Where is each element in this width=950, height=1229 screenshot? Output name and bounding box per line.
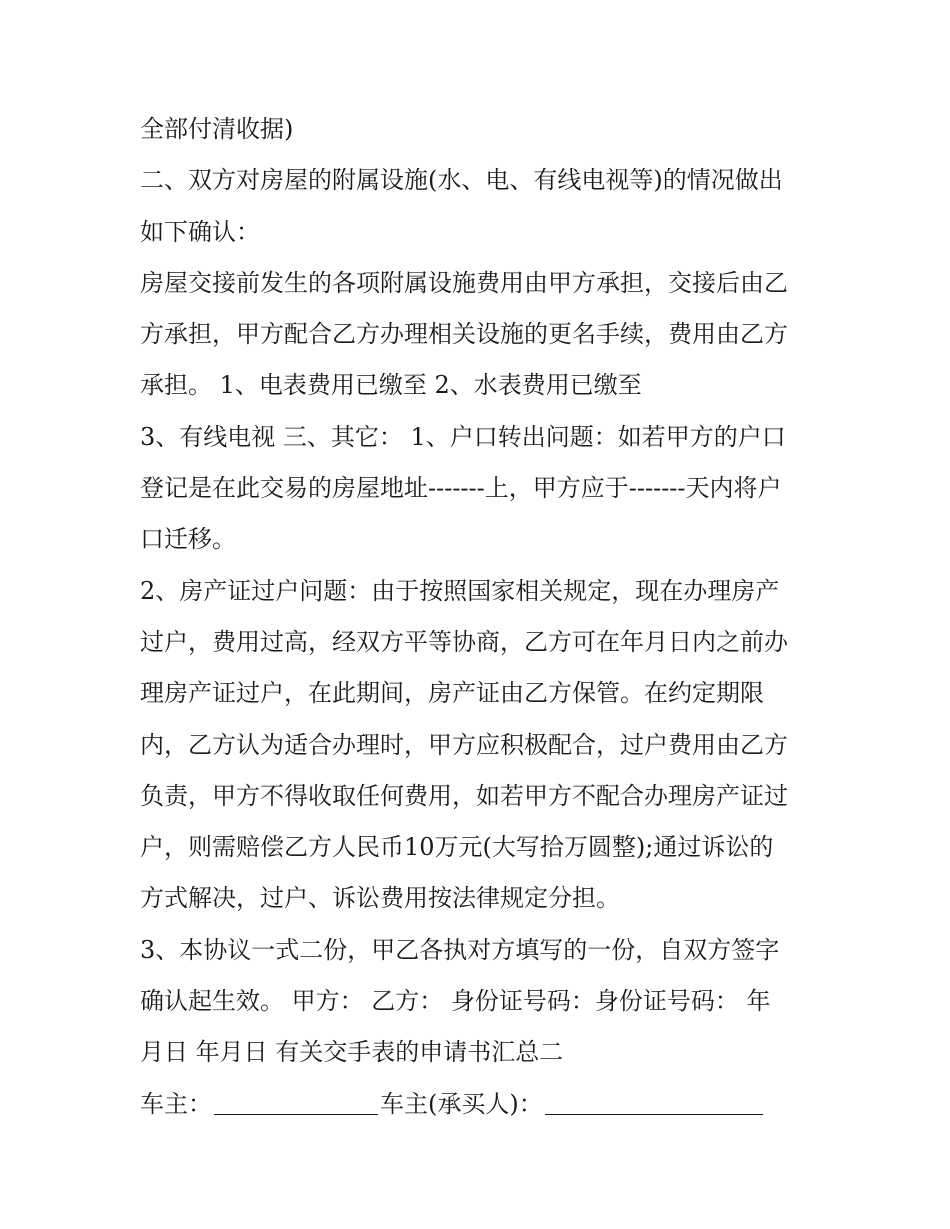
text-line: 户，则需赔偿乙方人民币10万元(大写拾万圆整);通过诉讼的 (140, 833, 774, 862)
text-line: 承担。 1、电表费用已缴至 2、水表费用已缴至 (140, 371, 642, 400)
buyer-blank[interactable] (545, 1113, 763, 1115)
text-line: 二、双方对房屋的附属设施(水、电、有线电视等)的情况做出 (140, 166, 783, 195)
text-line: 2、房产证过户问题：由于按照国家相关规定，现在办理房产 (140, 576, 780, 605)
text-line: 方承担，甲方配合乙方办理相关设施的更名手续，费用由乙方 (140, 320, 788, 349)
text-line: 房屋交接前发生的各项附属设施费用由甲方承担，交接后由乙 (140, 268, 788, 297)
text-line: 全部付清收据) (140, 115, 294, 143)
owner-label: 车主： (140, 1089, 212, 1118)
signature-line (140, 1079, 820, 1130)
text-line: 如下确认： (140, 217, 260, 246)
text-line: 方式解决，过户、诉讼费用按法律规定分担。 (140, 884, 620, 913)
text-line: 3、本协议一式二份，甲乙各执对方填写的一份，自双方签字 (140, 935, 780, 964)
text-line: 登记是在此交易的房屋地址-------上，甲方应于-------天内将户 (140, 474, 782, 503)
text-line: 3、有线电视 三、其它： 1、户口转出问题：如若甲方的户口 (140, 422, 786, 451)
text-line: 月日 年月日 有关交手表的申请书汇总二 (140, 1038, 564, 1067)
text-line: 确认起生效。 甲方： 乙方： 身份证号码：身份证号码： 年 (140, 987, 771, 1016)
buyer-label: 车主(承买人)： (380, 1089, 543, 1118)
document-body (140, 104, 820, 1130)
owner-blank[interactable] (214, 1113, 378, 1115)
text-line: 负责，甲方不得收取任何费用，如若甲方不配合办理房产证过 (140, 781, 788, 810)
text-line: 内，乙方认为适合办理时，甲方应积极配合，过户费用由乙方 (140, 730, 788, 759)
text-line: 理房产证过户，在此期间，房产证由乙方保管。在约定期限 (140, 679, 764, 708)
text-line: 口迁移。 (140, 525, 236, 554)
text-line: 过户，费用过高，经双方平等协商，乙方可在年月日内之前办 (140, 627, 788, 656)
